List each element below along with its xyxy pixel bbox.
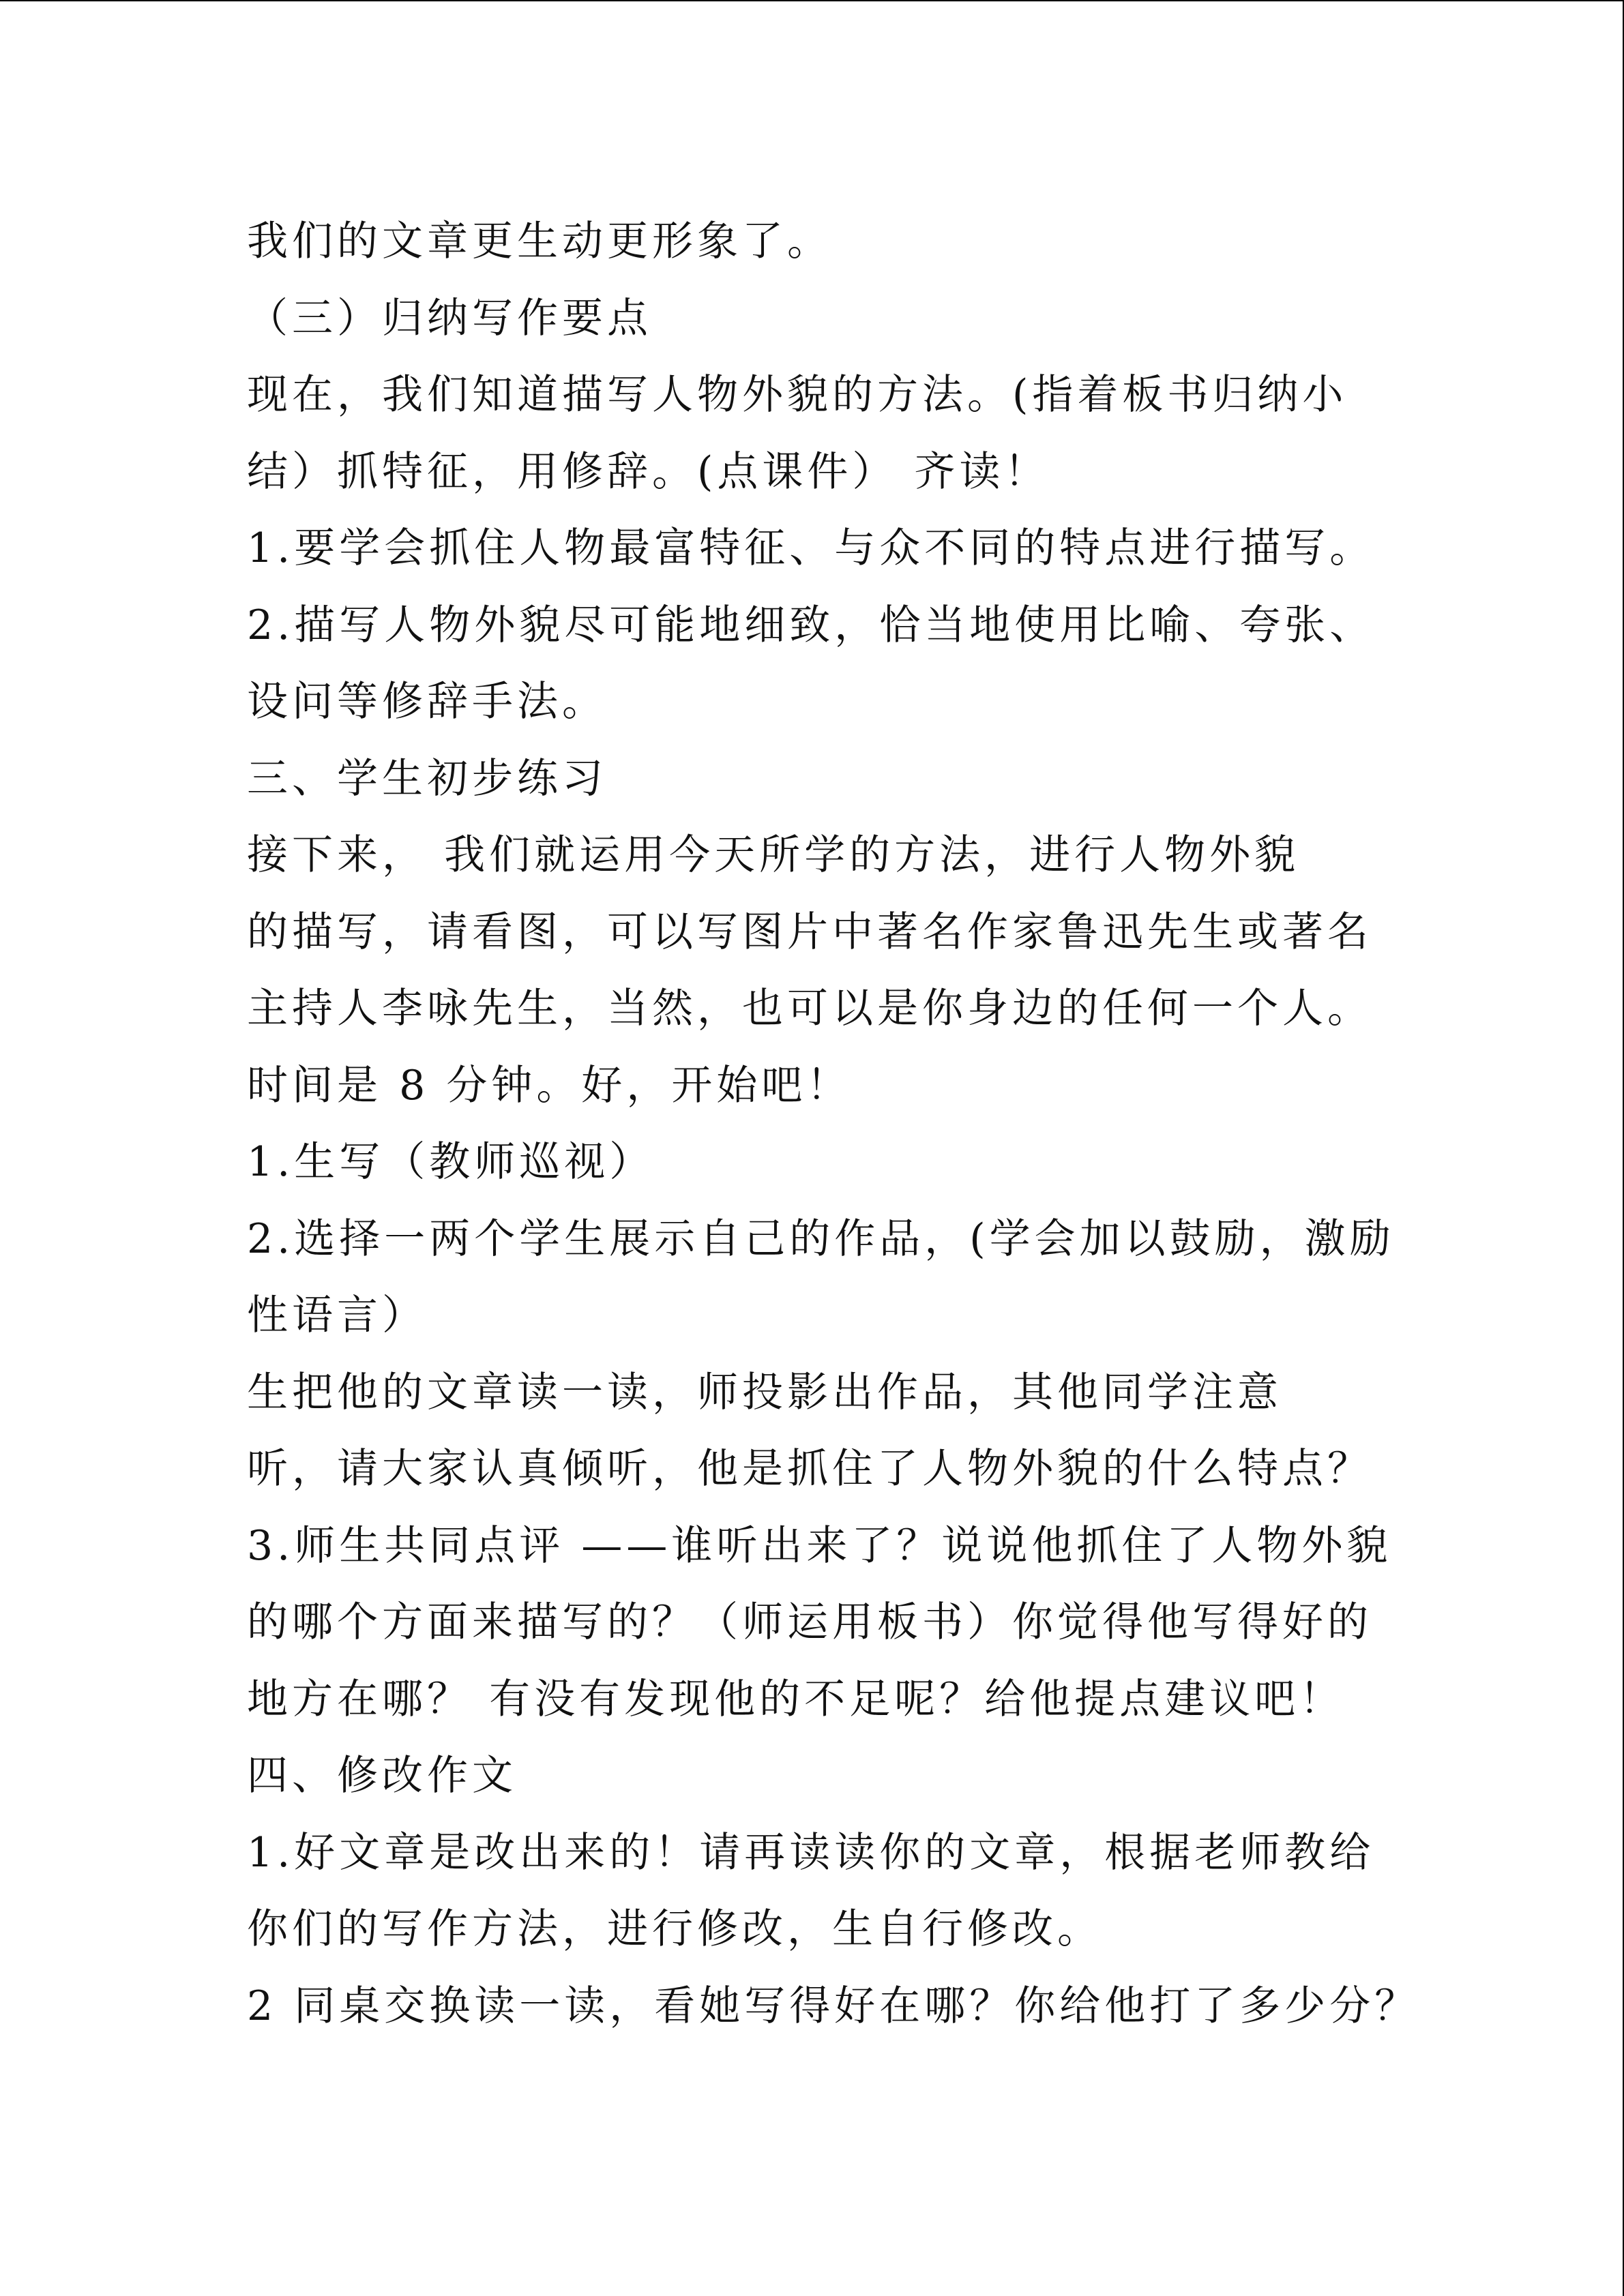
- text-line: 你们的写作方法，进行修改，生自行修改。: [247, 1905, 1102, 1953]
- list-item: 1.生写（教师巡视）: [247, 1138, 655, 1186]
- list-item: 2.描写人物外貌尽可能地细致，恰当地使用比喻、夸张、: [247, 601, 1375, 649]
- text-line: 结）抓特征，用修辞。(点课件） 齐读！: [247, 448, 1050, 496]
- list-item: 1.好文章是改出来的！请再读读你的文章，根据老师教给: [247, 1829, 1375, 1877]
- text-line: 现在，我们知道描写人物外貌的方法。(指着板书归纳小: [247, 371, 1348, 419]
- text-line: 接下来， 我们就运用今天所学的方法，进行人物外貌: [247, 831, 1300, 879]
- section-heading: （三）归纳写作要点: [247, 295, 652, 342]
- text-line: 主持人李咏先生，当然，也可以是你身边的任何一个人。: [247, 985, 1372, 1032]
- text-line: 性语言）: [247, 1292, 427, 1339]
- text-line: 设问等修辞手法。: [247, 678, 607, 726]
- list-item: 2.选择一两个学生展示自己的作品，(学会加以鼓励，激励: [247, 1215, 1395, 1263]
- text-line: 的描写，请看图，可以写图片中著名作家鲁迅先生或著名: [247, 908, 1372, 956]
- list-item: 3.师生共同点评 ——谁听出来了？说说他抓住了人物外貌: [247, 1522, 1392, 1570]
- text-line: 生把他的文章读一读，师投影出作品，其他同学注意: [247, 1369, 1282, 1416]
- text-line: 时间是 8 分钟。好，开始吧！: [247, 1062, 852, 1109]
- text-line: 的哪个方面来描写的？（师运用板书）你觉得他写得好的: [247, 1598, 1372, 1646]
- section-heading: 四、修改作文: [247, 1752, 517, 1800]
- section-heading: 三、学生初步练习: [247, 755, 607, 803]
- text-line: 听，请大家认真倾听，他是抓住了人物外貌的什么特点？: [247, 1445, 1372, 1493]
- list-item: 2 同桌交换读一读，看她写得好在哪？你给他打了多少分？: [247, 1982, 1420, 2030]
- text-line: 地方在哪？ 有没有发现他的不足呢？给他提点建议吧！: [247, 1675, 1345, 1723]
- list-item: 1.要学会抓住人物最富特征、与众不同的特点进行描写。: [247, 524, 1375, 572]
- text-line: 我们的文章更生动更形象了。: [247, 218, 832, 265]
